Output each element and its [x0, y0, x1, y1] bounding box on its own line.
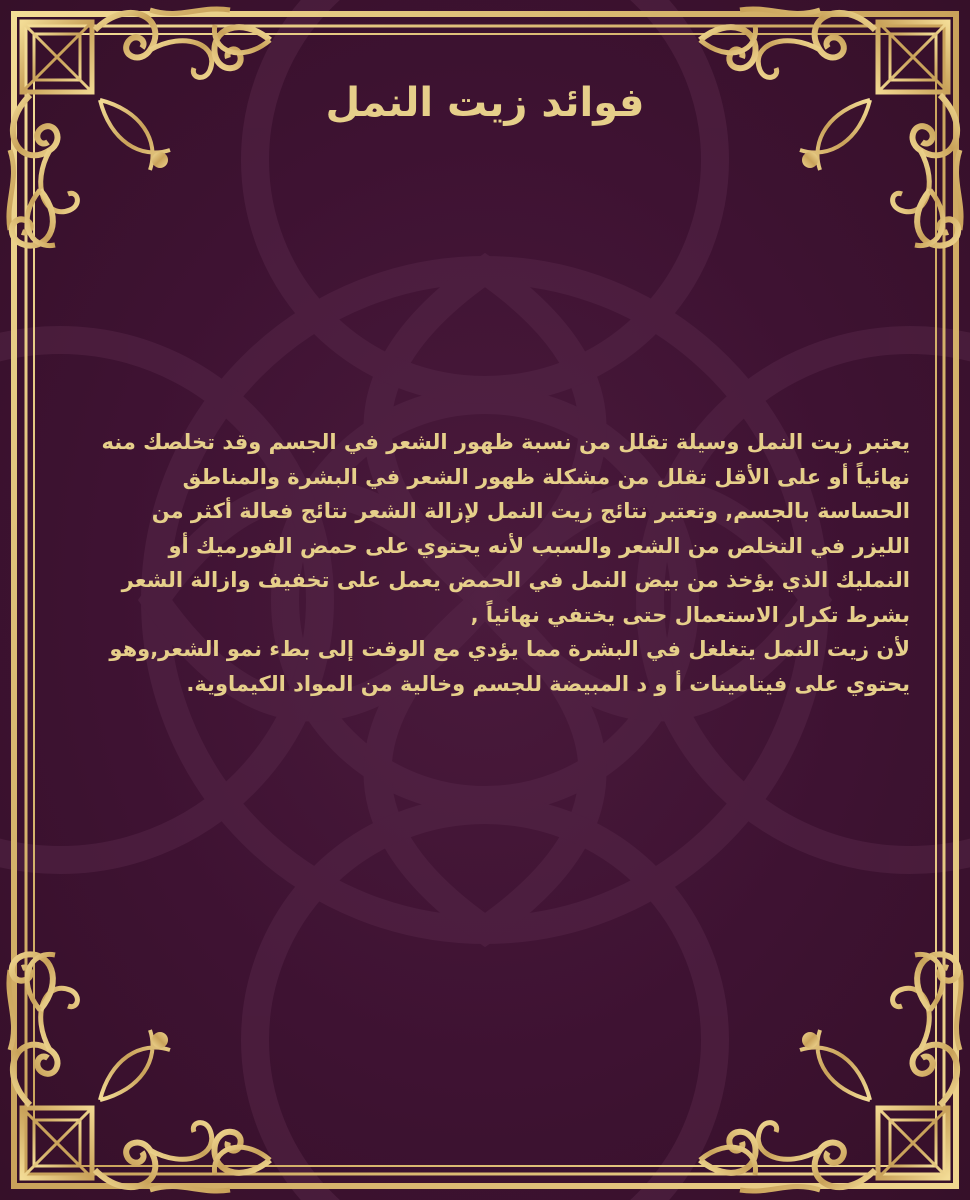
body-text: [90, 425, 910, 701]
page-title: فوائد زيت النمل: [325, 80, 645, 126]
paragraph-1: يعتبر زيت النمل وسيلة تقلل من نسبة ظهور الشعر في الجسم وقد تخلصك منه نهائياً أو على الأقل تقلل من مشكلة ظهور الشعر في البشرة والمناطق الحساسة بالجسم, وتعتبر نتائج زيت النمل لإزالة الشعر نتائج فعالة أكثر من الليزر في التخلص من الشعر والسبب لأنه يحتوي على حمض الفورميك أو النمليك الذي يؤخذ من بيض النمل في الحمض يعمل على تخفيف وازالة الشعر بشرط تكرار الاستعمال حتى يختفي نهائياً ,: [101, 430, 910, 627]
paragraph-2: لأن زيت النمل يتغلغل في البشرة مما يؤدي مع الوقت إلى بطء نمو الشعر,وهو يحتوي على فيتامينات أ و د المبيضة للجسم وخالية من المواد الكيماوية.: [109, 637, 910, 696]
